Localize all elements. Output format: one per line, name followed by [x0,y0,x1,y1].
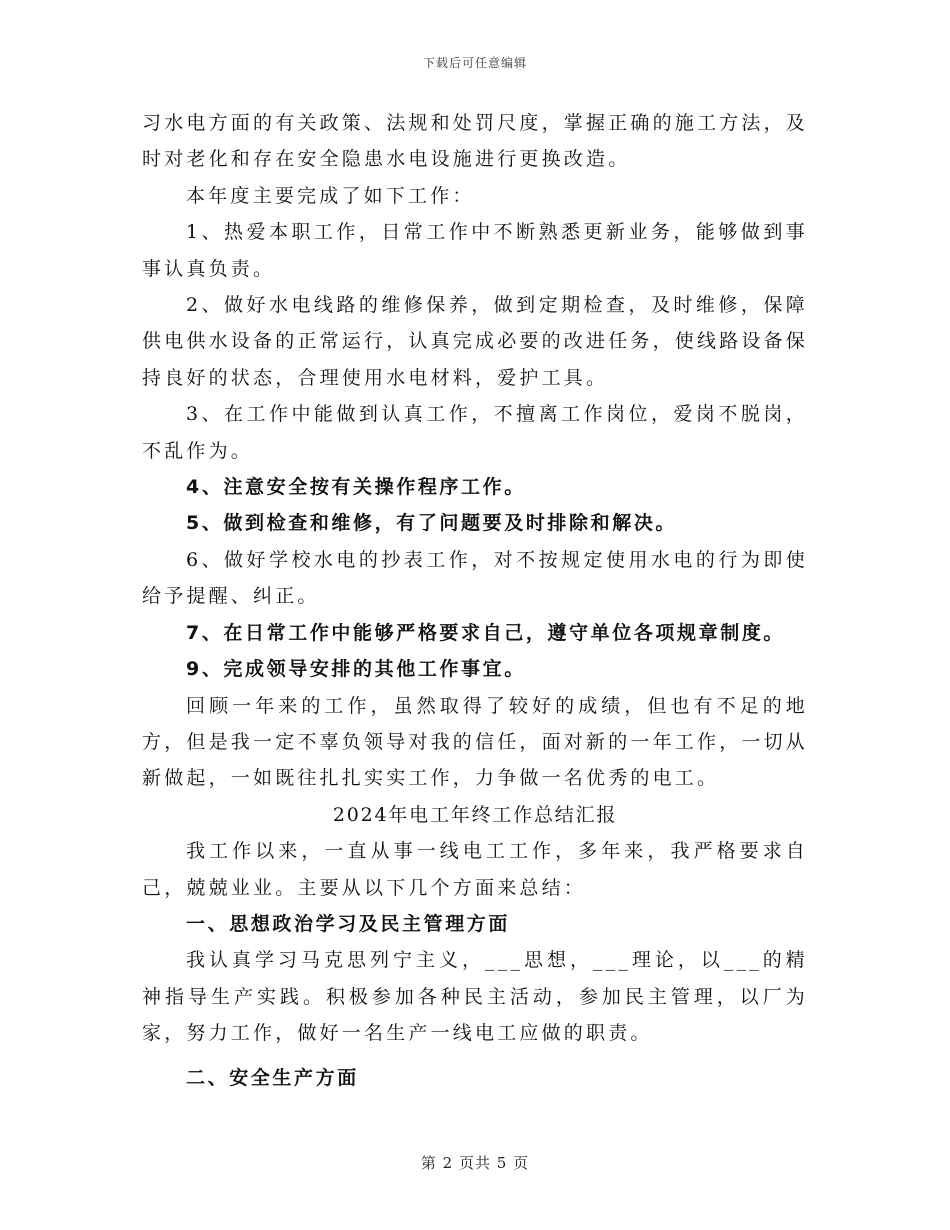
paragraph-review: 回顾一年来的工作，虽然取得了较好的成绩，但也有不足的地方，但是我一定不辜负领导对我的信任，面对新的一年工作，一切从新做起，一如既往扎扎实实工作，力争做一名优秀的电工。 [142,694,809,790]
paragraph-2: 本年度主要完成了如下工作： [186,184,475,207]
heading-safety: 二、安全生产方面 [186,1066,359,1089]
list-item-1: 1、热爱本职工作，日常工作中不断熟悉更新业务，能够做到事事认真负责。 [142,221,808,280]
page-number: 第 2 页共 5 页 [420,1154,530,1172]
list-item-4: 4、注意安全按有关操作程序工作。 [186,476,526,499]
list-item-6: 6、做好学校水电的抄表工作，对不按规定使用水电的行为即使给予提醒、纠正。 [142,548,808,608]
header-note: 下载后可任意编辑 [422,56,527,70]
list-item-7: 7、在日常工作中能够严格要求自己，遵守单位各项规章制度。 [186,621,786,644]
paragraph-1: 习水电方面的有关政策、法规和处罚尺度，掌握正确的施工方法，及时对老化和存在安全隐患水电设施进行更换改造。 [142,112,809,171]
document-body [142,105,808,1096]
list-item-9: 9、完成领导安排的其他工作事宜。 [186,658,526,681]
heading-politics: 一、思想政治学习及民主管理方面 [186,912,511,935]
list-item-2: 2、做好水电线路的维修保养，做到定期检查，及时维修，保障供电供水设备的正常运行，认真完成必要的改进任务，使线路设备保持良好的状态，合理使用水电材料，爱护工具。 [142,294,809,389]
list-item-3: 3、在工作中能做到认真工作，不擅离工作岗位，爱岗不脱岗，不乱作为。 [142,403,808,462]
paragraph-politics: 我认真学习马克思列宁主义，___思想，___理论，以___的精神指导生产实践。积极参加各种民主活动，参加民主管理，以厂为家，努力工作，做好一名生产一线电工应做的职责。 [142,949,808,1045]
paragraph-intro: 我工作以来，一直从事一线电工工作，多年来，我严格要求自己，兢兢业业。主要从以下几个方面来总结： [142,840,808,899]
section-title: 2024年电工年终工作总结汇报 [332,803,618,826]
list-item-5: 5、做到检查和维修，有了问题要及时排除和解决。 [186,512,678,535]
